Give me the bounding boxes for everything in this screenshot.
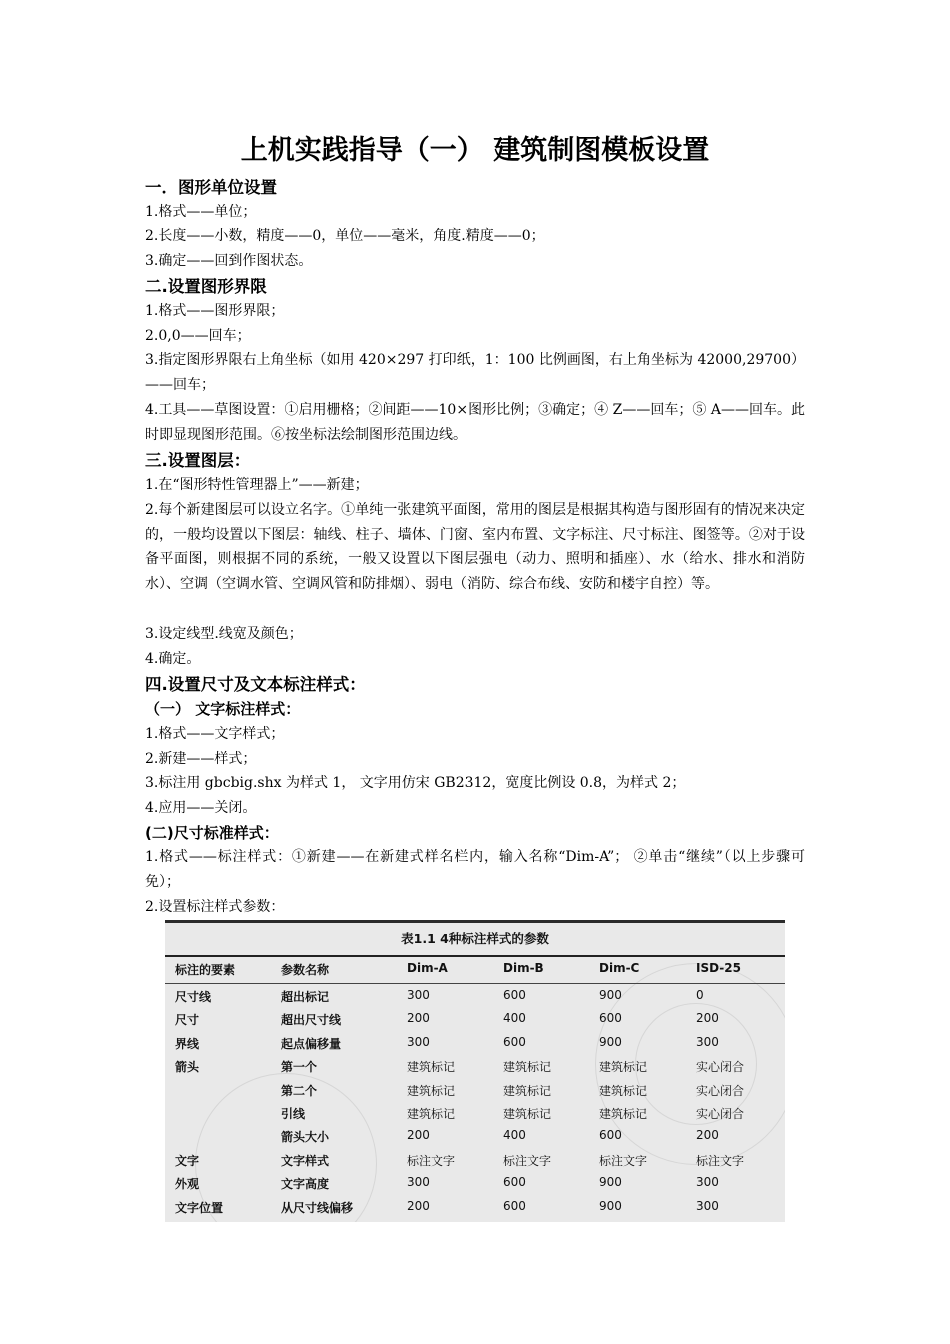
paragraph: 2.每个新建图层可以设立名字。①单纯一张建筑平面图，常用的图层是根据其构造与图形固有的情况来决定的，一般均设置以下图层：轴线、柱子、墙体、门窗、室内布置、文字标注、尺寸标注、图签等。②对于设备平面图，则根据不同的系统，一般又设置以下图层强电（动力、照明和插座）、水（给水、排水和消防水）、空调（空调水管、空调风管和防排烟）、弱电（消防、综合布线、安防和楼宇自控）等。 <box>145 502 805 592</box>
table-cell: 界线 <box>175 1036 200 1051</box>
table-cell: 900 <box>599 1175 622 1190</box>
table-cell: 200 <box>407 1198 430 1213</box>
paragraph: 3.标注用 gbcbig.shx 为样式 1， 文字用仿宋 GB2312，宽度比例设 0.8，为样式 2； <box>145 775 686 791</box>
table-cell: 从尺寸线偏移 <box>281 1200 354 1215</box>
table-cell: 建筑标记 <box>407 1060 456 1075</box>
table-cell: 实心闭合 <box>696 1060 745 1075</box>
table-cell: 尺寸线 <box>175 990 212 1004</box>
subsection-heading: （一） 文字标注样式： <box>145 700 301 718</box>
table-cell: 400 <box>503 1128 526 1143</box>
table-cell: 文字高度 <box>281 1177 330 1192</box>
table-cell: 第二个 <box>281 1083 318 1098</box>
table-cell: 300 <box>696 1175 719 1190</box>
table-cell: 建筑标记 <box>407 1107 456 1121</box>
section-3-heading: 三.设置图层： <box>145 451 251 470</box>
table-cell: 箭头 <box>175 1060 200 1075</box>
table-cell: 文字样式 <box>281 1153 330 1168</box>
table-cell: 200 <box>696 1011 719 1026</box>
table-cell: 600 <box>503 988 526 1002</box>
table-cell: 箭头大小 <box>281 1130 330 1145</box>
section-4-heading: 四.设置尺寸及文本标注样式： <box>145 675 366 694</box>
table-cell: 第一个 <box>281 1060 318 1075</box>
table-cell: 起点偏移量 <box>281 1036 342 1051</box>
paragraph: 3.设定线型.线宽及颜色； <box>145 626 303 642</box>
page-title: 上机实践指导（一） 建筑制图模板设置 <box>240 135 710 166</box>
table-cell: 300 <box>696 1034 719 1049</box>
paragraph: 3.确定——回到作图状态。 <box>145 253 313 269</box>
table-cell: 600 <box>503 1175 526 1190</box>
table-cell: 建筑标记 <box>407 1083 456 1098</box>
table-cell: 引线 <box>281 1107 306 1121</box>
table-cell: 超出标记 <box>281 990 330 1004</box>
table-cell: 300 <box>407 1034 430 1049</box>
table-cell: 尺寸 <box>175 1013 200 1028</box>
table-cell: 建筑标记 <box>599 1107 648 1121</box>
subsection-heading: (二)尺寸标准样式： <box>145 824 279 842</box>
header-dim-a: Dim-A <box>407 961 448 975</box>
table-cell: 标注文字 <box>599 1153 648 1168</box>
table-cell: 建筑标记 <box>503 1060 552 1075</box>
table-cell: 600 <box>599 1011 622 1026</box>
paragraph: 1.格式——图形界限； <box>145 303 285 319</box>
paragraph: 1.格式——文字样式； <box>145 726 285 742</box>
table-cell: 外观 <box>175 1177 200 1192</box>
table-cell: 建筑标记 <box>599 1060 648 1075</box>
table-cell: 600 <box>503 1198 526 1213</box>
paragraph: 4.工具——草图设置：①启用栅格；②间距——10×图形比例；③确定；④ Z——回车；⑤ A——回车。此时即显现图形范围。⑥按坐标法绘制图形范围边线。 <box>145 402 805 443</box>
paragraph: 4.确定。 <box>145 651 201 667</box>
table-cell: 实心闭合 <box>696 1107 745 1121</box>
paragraph: 1.格式——单位； <box>145 204 257 220</box>
table-cell: 建筑标记 <box>599 1083 648 1098</box>
paragraph: 4.应用——关闭。 <box>145 800 257 816</box>
table-cell: 文字 <box>175 1153 200 1168</box>
paragraph: 1.格式——标注样式：①新建——在新建式样名栏内，输入名称“Dim-A”； ②单击“继续”（以上步骤可免）； <box>145 849 805 890</box>
section-2-heading: 二.设置图形界限 <box>145 277 267 296</box>
section-1-heading: 一．图形单位设置 <box>145 178 277 197</box>
table-cell: 标注文字 <box>503 1153 552 1168</box>
paragraph: 1.在“图形特性管理器上”——新建； <box>145 477 369 493</box>
table-cell: 600 <box>503 1034 526 1049</box>
table-cell: 标注文字 <box>696 1153 745 1168</box>
paragraph: 2.设置标注样式参数： <box>145 899 285 915</box>
table-cell: 900 <box>599 1034 622 1049</box>
paragraph: 2.长度——小数，精度——0，单位——毫米，角度.精度——0； <box>145 228 545 244</box>
table-cell: 300 <box>407 1175 430 1190</box>
table-cell: 200 <box>407 1128 430 1143</box>
table-cell: 实心闭合 <box>696 1083 745 1098</box>
dimension-style-table <box>165 920 785 1222</box>
table-cell: 超出尺寸线 <box>281 1013 342 1028</box>
header-dim-c: Dim-C <box>599 961 640 975</box>
paragraph: 2.新建——样式； <box>145 751 257 767</box>
header-dim-b: Dim-B <box>503 961 544 975</box>
table-cell: 900 <box>599 1198 622 1213</box>
table-cell: 400 <box>503 1011 526 1026</box>
paragraph: 3.指定图形界限右上角坐标（如用 420×297 打印纸，1：100 比例画图，右上角坐标为 42000,29700）——回车； <box>145 352 805 393</box>
header-element: 标注的要素 <box>175 963 236 977</box>
table-cell: 建筑标记 <box>503 1107 552 1121</box>
table-cell: 0 <box>696 988 704 1002</box>
table-cell: 文字位置 <box>175 1200 224 1215</box>
table-cell: 200 <box>407 1011 430 1026</box>
table-header-rule <box>165 983 785 984</box>
table-cell: 300 <box>407 988 430 1002</box>
header-param: 参数名称 <box>281 963 330 977</box>
paragraph: 2.0,0——回车； <box>145 328 251 344</box>
table-cell: 建筑标记 <box>503 1083 552 1098</box>
table-caption: 表1.1 4种标注样式的参数 <box>401 931 549 946</box>
table-cell: 600 <box>599 1128 622 1143</box>
table-cell: 标注文字 <box>407 1153 456 1168</box>
table-cell: 900 <box>599 988 622 1002</box>
table-cell: 300 <box>696 1198 719 1213</box>
table-cell: 200 <box>696 1128 719 1143</box>
table-top-rule <box>165 955 785 957</box>
header-isd-25: ISD-25 <box>696 961 741 975</box>
